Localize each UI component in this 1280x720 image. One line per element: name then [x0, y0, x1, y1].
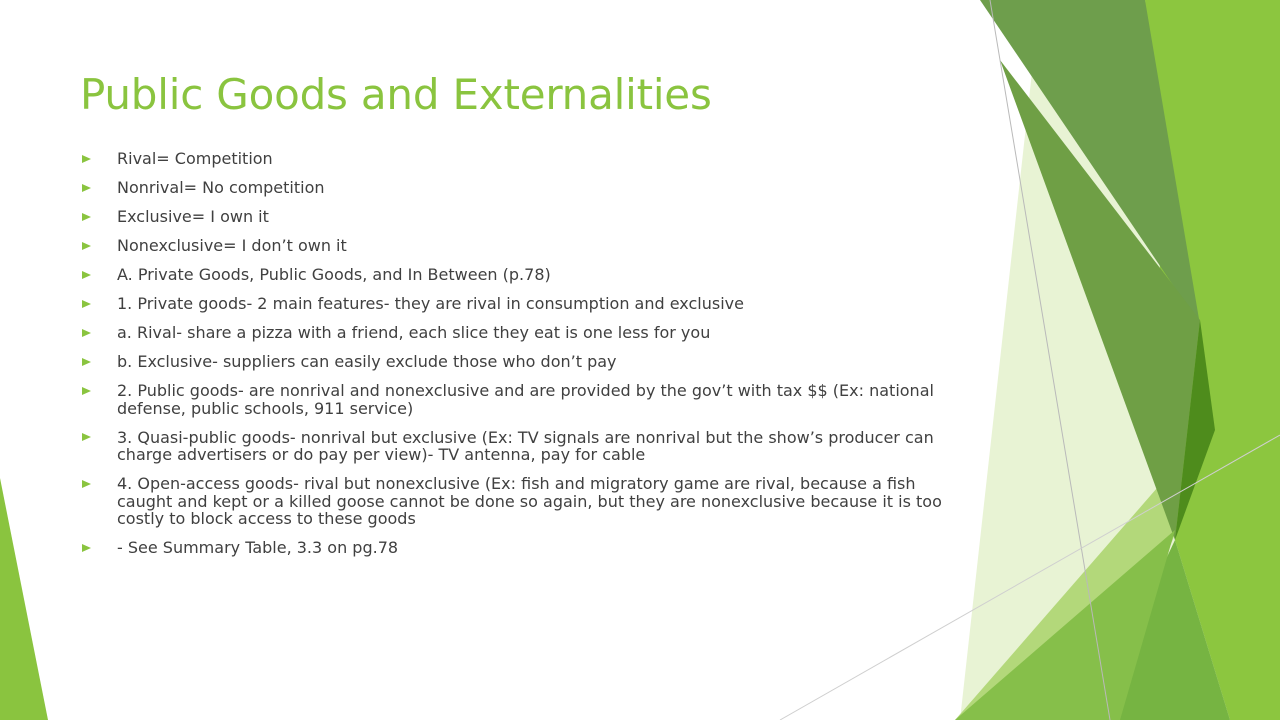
bullet-text: A. Private Goods, Public Goods, and In Between (p.78) [117, 265, 551, 284]
bullet-item [80, 208, 960, 226]
bullet-item [80, 295, 960, 313]
bullet-text: - See Summary Table, 3.3 on pg.78 [117, 538, 399, 557]
triangle-right-icon [82, 242, 91, 250]
bullet-item [80, 353, 960, 371]
bullet-item [80, 266, 960, 284]
bullet-item [80, 179, 960, 197]
triangle-right-icon [82, 271, 91, 279]
triangle-right-icon [82, 480, 91, 488]
bullet-text: Rival= Competition [117, 149, 273, 168]
bullet-text: 2. Public goods- are nonrival and nonexclusive and are provided by the gov’t with tax $$ (Ex: national defense, public schools, 911 service) [117, 381, 934, 418]
bullet-item [80, 324, 960, 342]
triangle-right-icon [82, 544, 91, 552]
triangle-right-icon [82, 155, 91, 163]
bullet-item [80, 382, 960, 417]
bullet-item [80, 539, 960, 557]
bullet-item [80, 429, 960, 464]
bullet-text: 4. Open-access goods- rival but nonexclusive (Ex: fish and migratory game are rival, because a fish caught and kept or a killed goose cannot be done so again, but they are nonexclusive because it is too costly to block access to these goods [117, 474, 942, 528]
triangle-right-icon [82, 433, 91, 441]
triangle-right-icon [82, 387, 91, 395]
left-corner-facet [0, 478, 48, 720]
triangle-right-icon [82, 300, 91, 308]
bullet-text: 1. Private goods- 2 main features- they are rival in consumption and exclusive [117, 294, 744, 313]
bullet-text: 3. Quasi-public goods- nonrival but exclusive (Ex: TV signals are nonrival but the show’s producer can charge advertisers or do pay per view)- TV antenna, pay for cable [117, 427, 934, 464]
slide-title: Public Goods and Externalities [80, 70, 712, 119]
triangle-right-icon [82, 213, 91, 221]
triangle-right-icon [82, 184, 91, 192]
bullet-text: Exclusive= I own it [117, 207, 269, 226]
triangle-right-icon [82, 358, 91, 366]
bullet-item [80, 237, 960, 255]
bullet-text: b. Exclusive- suppliers can easily exclude those who don’t pay [117, 352, 617, 371]
bullet-text: a. Rival- share a pizza with a friend, each slice they eat is one less for you [117, 323, 711, 342]
triangle-right-icon [82, 329, 91, 337]
bullet-item [80, 150, 960, 168]
bullet-item [80, 475, 960, 528]
bullet-list [80, 150, 960, 568]
bullet-text: Nonexclusive= I don’t own it [117, 236, 347, 255]
bullet-text: Nonrival= No competition [117, 178, 325, 197]
